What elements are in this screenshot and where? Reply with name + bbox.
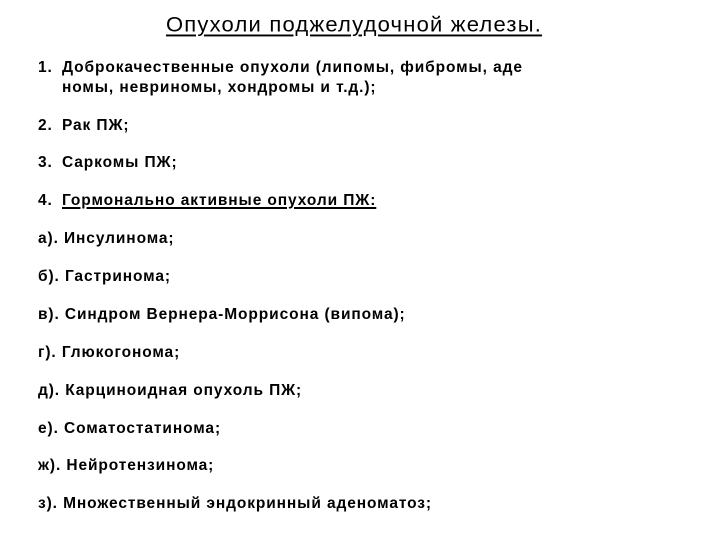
list-item-1: [38, 58, 523, 96]
list-item-4: [38, 191, 376, 211]
sublist-item: з). Множественный эндокринный аденоматоз;: [38, 495, 432, 512]
sublist-item: г). Глюкогонома;: [38, 344, 181, 361]
sublist-item: в). Синдром Вернера-Моррисона (випома);: [38, 306, 406, 323]
list-item-text: Саркомы ПЖ;: [62, 154, 178, 171]
list-item-number: 4.: [38, 192, 53, 209]
list-item-continuation: номы, невриномы, хондромы и т.д.);: [62, 79, 377, 96]
list-item-text: Гормонально активные опухоли ПЖ:: [62, 192, 377, 209]
sublist-item: ж). Нейротензинома;: [38, 457, 215, 474]
slide-title-text: Опухоли поджелудочной железы.: [165, 12, 543, 37]
sublist-item: б). Гастринома;: [38, 268, 171, 285]
list-item-number: 3.: [38, 154, 53, 171]
list-item-text: Доброкачественные опухоли (липомы, фибромы, аде: [62, 59, 523, 76]
sublist-item: е). Соматостатинома;: [38, 420, 222, 437]
list-item-2: [38, 116, 129, 136]
list-item-text: Рак ПЖ;: [62, 117, 130, 134]
list-item-number: 1.: [38, 59, 53, 76]
list-item-3: [38, 153, 178, 173]
slide-title: [0, 13, 708, 38]
list-item-number: 2.: [38, 117, 53, 134]
sublist-item: д). Карциноидная опухоль ПЖ;: [38, 382, 303, 399]
sublist-item: а). Инсулинома;: [38, 230, 175, 247]
